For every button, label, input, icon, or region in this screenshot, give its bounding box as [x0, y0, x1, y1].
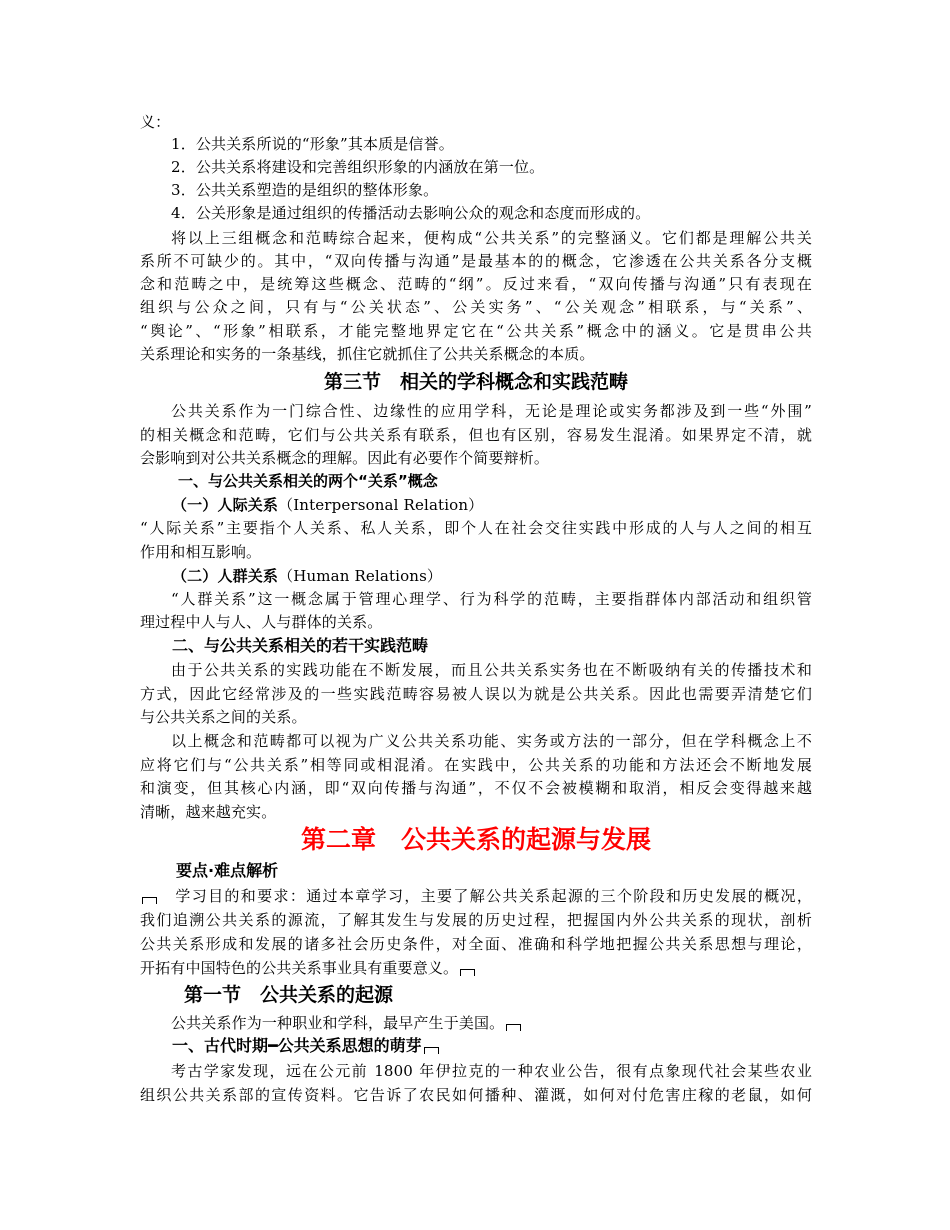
paragraph-mark-icon — [460, 969, 475, 976]
paragraph-line: 以上概念和范畴都可以视为广义公共关系功能、实务或方法的一部分，但在学科概念上不 — [171, 732, 812, 750]
paragraph-line: 组织公共关系部的宣传资料。它告诉了农民如何播种、灌溉，如何对付危害庄稼的老鼠，如何 — [140, 1086, 812, 1104]
paragraph-mark-icon — [142, 897, 157, 904]
list-item: 3．公共关系塑造的是组织的整体形象。 — [171, 181, 439, 199]
paragraph-line: “人群关系”这一概念属于管理心理学、行为科学的范畴，主要指群体内部活动和组织管 — [171, 590, 812, 608]
paragraph-line: 和演变，但其核心内涵，即“双向传播与沟通”，不仅不会被模糊和取消，相反会变得越来越 — [140, 779, 812, 797]
paragraph-line — [140, 1012, 812, 1034]
sub-item-label: （一）人际关系 — [172, 496, 279, 514]
sub-item-heading — [172, 494, 812, 516]
sub-item-heading — [172, 565, 812, 587]
paragraph-line: 将以上三组概念和范畴综合起来，便构成“公共关系”的完整涵义。它们都是理解公共关 — [171, 229, 812, 247]
paragraph-line: “舆论”、“形象”相联系，才能完整地界定它在“公共关系”概念中的涵义。它是贯串公共 — [140, 322, 812, 340]
paragraph-line: 考古学家发现，远在公元前 1800 年伊拉克的一种农业公告，很有点象现代社会某些农业 — [171, 1062, 812, 1080]
paragraph-mark-icon — [424, 1047, 439, 1054]
paragraph-line: 组织与公众之间，只有与“公关状态”、公关实务”、“公关观念”相联系，与“关系”、 — [140, 298, 812, 316]
paragraph-text: 开拓有中国特色的公共关系事业具有重要意义。 — [140, 959, 459, 977]
list-item: 4．公关形象是通过组织的传播活动去影响公众的观念和态度而形成的。 — [171, 204, 651, 222]
list-item: 1．公共关系所说的“形象”其本质是信誉。 — [171, 135, 454, 153]
paragraph-line: 念和范畴之中，是统筹这些概念、范畴的“纲”。反过来看，“双向传播与沟通”只有表现在 — [140, 275, 812, 293]
list-item: 2．公共关系将建设和完善组织形象的内涵放在第一位。 — [171, 158, 545, 176]
paragraph-line: “人际关系”主要指个人关系、私人关系，即个人在社会交往实践中形成的人与人之间的相互 — [140, 519, 812, 537]
subsection-heading: 一、与公共关系相关的两个“关系”概念 — [178, 472, 438, 490]
paragraph-line: 的相关概念和范畴，它们与公共关系有联系，但也有区别，容易发生混淆。如果界定不清，就 — [140, 426, 812, 444]
paragraph-line: 清晰，越来越充实。 — [140, 803, 277, 821]
paragraph-line: 义： — [140, 113, 171, 131]
chapter-heading: 第二章 公共关系的起源与发展 — [300, 825, 651, 854]
paragraph-text: 学习目的和要求：通过本章学习，主要了解公共关系起源的三个阶段和历史发展的概况， — [174, 887, 812, 905]
paragraph-line: 由于公共关系的实践功能在不断发展，而且公共关系实务也在不断吸纳有关的传播技术和 — [171, 661, 812, 679]
subsection-heading — [172, 1035, 441, 1057]
sub-item-english: （Interpersonal Relation） — [278, 496, 484, 514]
paragraph-line: 会影响到对公共关系概念的理解。因此有必要作个简要辩析。 — [140, 449, 550, 467]
paragraph-mark-icon — [506, 1024, 521, 1031]
paragraph-line: 系所不可缺少的。其中，“双向传播与沟通”是最基本的的概念，它渗透在公共关系各分支概 — [140, 252, 812, 270]
subsection-heading-text: 一、古代时期━公共关系思想的萌芽 — [172, 1036, 422, 1055]
sub-item-english: （Human Relations） — [278, 567, 443, 585]
paragraph-text: 公共关系作为一种职业和学科，最早产生于美国。 — [171, 1014, 505, 1032]
paragraph-line: 我们追溯公共关系的源流，了解其发生与发展的历史过程，把握国内外公共关系的现状，剖析 — [140, 911, 812, 929]
paragraph-line: 理过程中人与人、人与群体的关系。 — [140, 613, 383, 631]
section-heading: 第三节 相关的学科概念和实践范畴 — [323, 371, 628, 393]
sub-item-label: （二）人群关系 — [172, 567, 279, 585]
paragraph-line: 关系理论和实务的一条基线，抓住它就抓住了公共关系概念的本质。 — [140, 345, 595, 363]
paragraph-line — [140, 957, 812, 979]
paragraph-line: 公共关系形成和发展的诸多社会历史条件，对全面、准确和科学地把握公共关系思想与理论， — [140, 935, 812, 953]
paragraph-line: 作用和相互影响。 — [140, 543, 262, 561]
paragraph-line — [140, 885, 812, 907]
paragraph-line: 公共关系作为一门综合性、边缘性的应用学科，无论是理论或实务都涉及到一些“外围” — [171, 402, 812, 420]
paragraph-line: 方式，因此它经常涉及的一些实践范畴容易被人误以为就是公共关系。因此也需要弄清楚它们 — [140, 685, 812, 703]
paragraph-line: 应将它们与“公共关系”相等同或相混淆。在实践中，公共关系的功能和方法还会不断地发展 — [140, 756, 812, 774]
keypoints-heading: 要点·难点解析 — [176, 861, 279, 880]
paragraph-line: 与公共关系之间的关系。 — [140, 708, 307, 726]
section-heading: 第一节 公共关系的起源 — [184, 984, 394, 1006]
subsection-heading: 二、与公共关系相关的若干实践范畴 — [172, 636, 429, 655]
